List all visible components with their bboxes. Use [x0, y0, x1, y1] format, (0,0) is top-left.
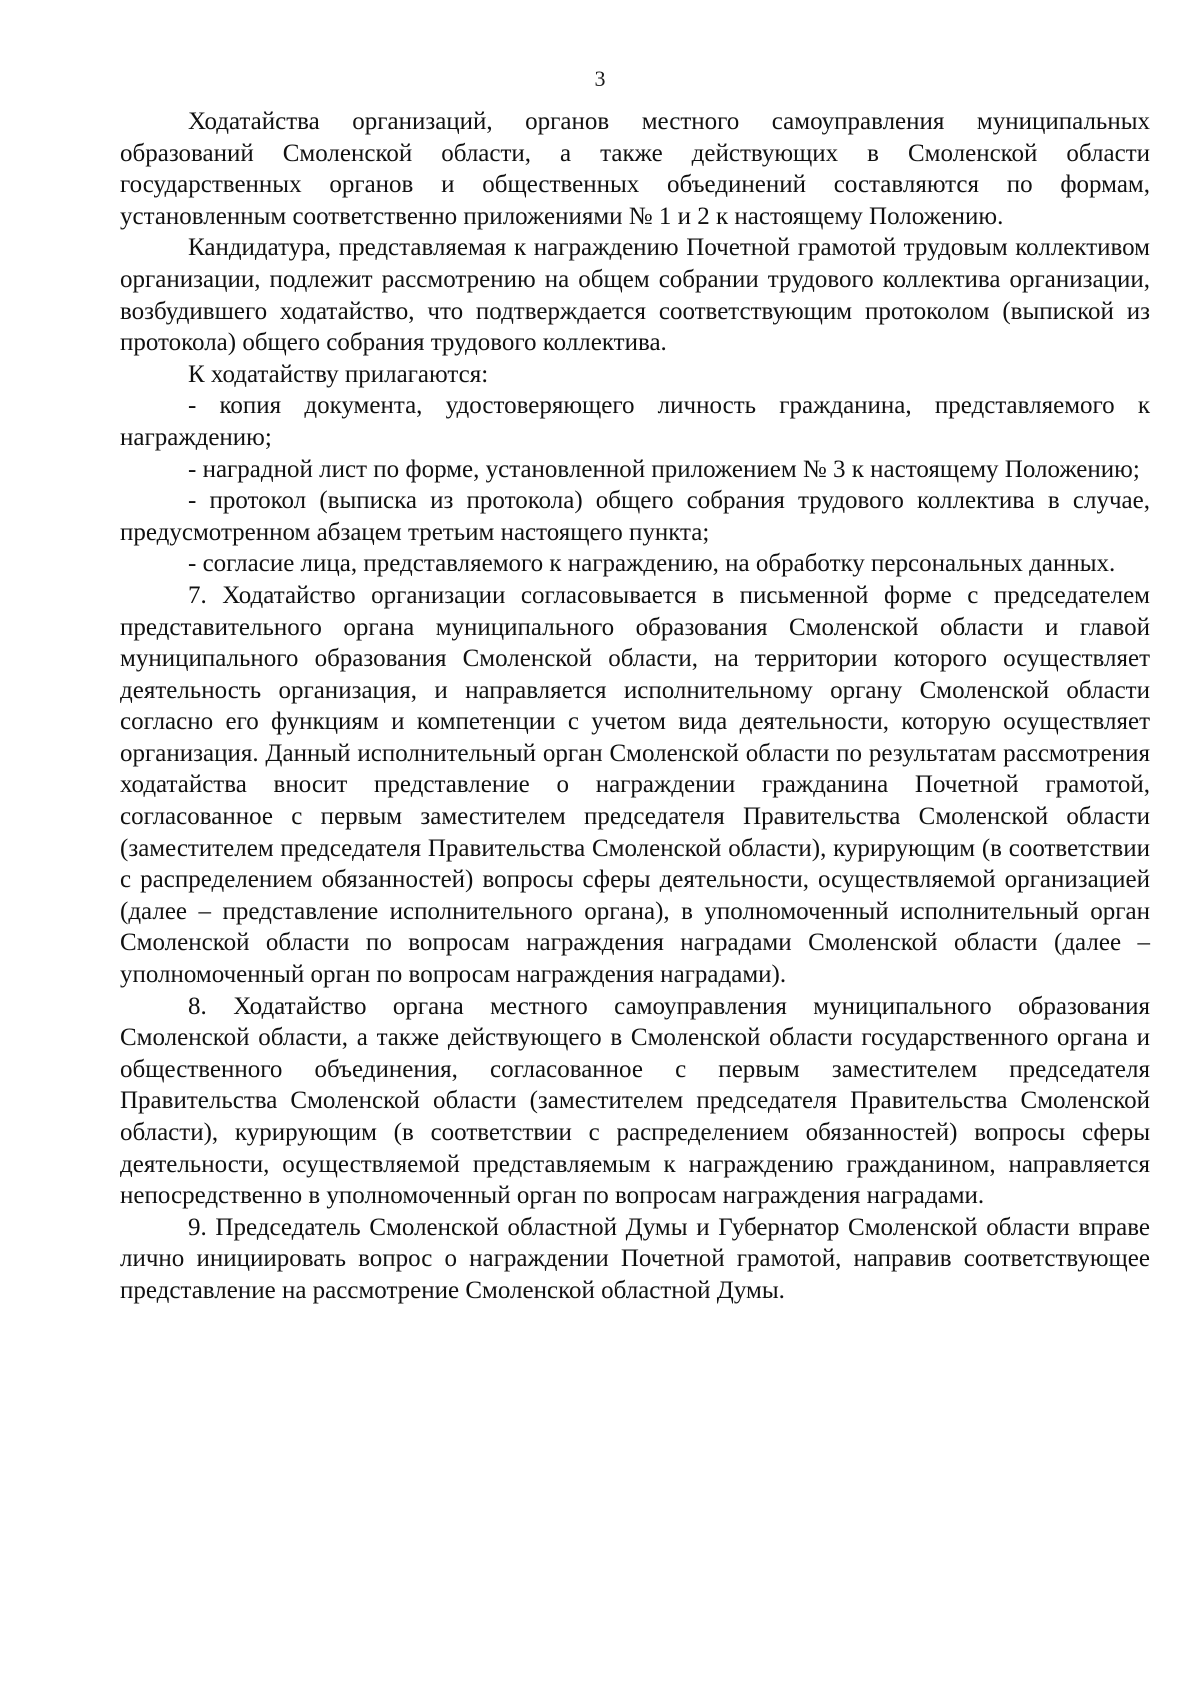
paragraph-petition-forms: Ходатайства организаций, органов местного самоуправления муниципальных образований Смоленской области, а также действующих в Смоленской области государственных органов и общественных объединений составляются по формам, установленным соответственно приложениями № 1 и 2 к настоящему Положению.: [120, 108, 1150, 230]
list-item-personal-data-consent: - согласие лица, представляемого к награждению, на обработку персональных данных.: [188, 550, 1116, 578]
paragraph-item-7: 7. Ходатайство организации согласовывается в письменной форме с председателем представительного органа муниципального образования Смоленской области и главой муниципального образования Смоленской области, на территории которого осуществляет деятельность организация, и направляется исполнительному органу Смоленской области согласно его функциям и компетенции с учетом вида деятельности, которую осуществляет организация. Данный исполнительный орган Смоленской области по результатам рассмотрения ходатайства вносит представление о награждении гражданина Почетной грамотой, согласованное с первым заместителем председателя Правительства Смоленской области (заместителем председателя Правительства Смоленской области), курирующим (в соответствии с распределением обязанностей) вопросы сферы деятельности, осуществляемой организацией (далее – представление исполнительного органа), в уполномоченный исполнительный орган Смоленской области по вопросам награждения наградами Смоленской области (далее – уполномоченный орган по вопросам награждения наградами).: [120, 581, 1150, 989]
paragraph-attachments-intro: К ходатайству прилагаются:: [188, 360, 489, 388]
list-item-identity-copy: - копия документа, удостоверяющего личность гражданина, представляемого к награждению;: [120, 392, 1150, 451]
paragraph-item-9: 9. Председатель Смоленской областной Думы и Губернатор Смоленской области вправе лично инициировать вопрос о награждении Почетной грамотой, направив соответствующее представление на рассмотрение Смоленской областной Думы.: [120, 1213, 1150, 1304]
list-item-award-sheet: - наградной лист по форме, установленной приложением № 3 к настоящему Положению;: [188, 455, 1140, 483]
page-number: 3: [594, 66, 606, 91]
list-item-meeting-protocol: - протокол (выписка из протокола) общего собрания трудового коллектива в случае, предусмотренном абзацем третьим настоящего пункта;: [120, 487, 1150, 546]
paragraph-candidate-review: Кандидатура, представляемая к награждению Почетной грамотой трудовым коллективом организации, подлежит рассмотрению на общем собрании трудового коллектива организации, возбудившего ходатайство, что подтверждается соответствующим протоколом (выпиской из протокола) общего собрания трудового коллектива.: [120, 234, 1150, 357]
paragraph-item-8: 8. Ходатайство органа местного самоуправления муниципального образования Смоленской области, а также действующего в Смоленской области государственного органа и общественного объединения, согласованное с первым заместителем председателя Правительства Смоленской области (заместителем председателя Правительства Смоленской области), курирующим (в соответствии с распределением обязанностей) вопросы сферы деятельности, осуществляемой представляемым к награждению гражданином, направляется непосредственно в уполномоченный орган по вопросам награждения наградами.: [120, 992, 1150, 1210]
document-body: [120, 106, 1150, 1307]
